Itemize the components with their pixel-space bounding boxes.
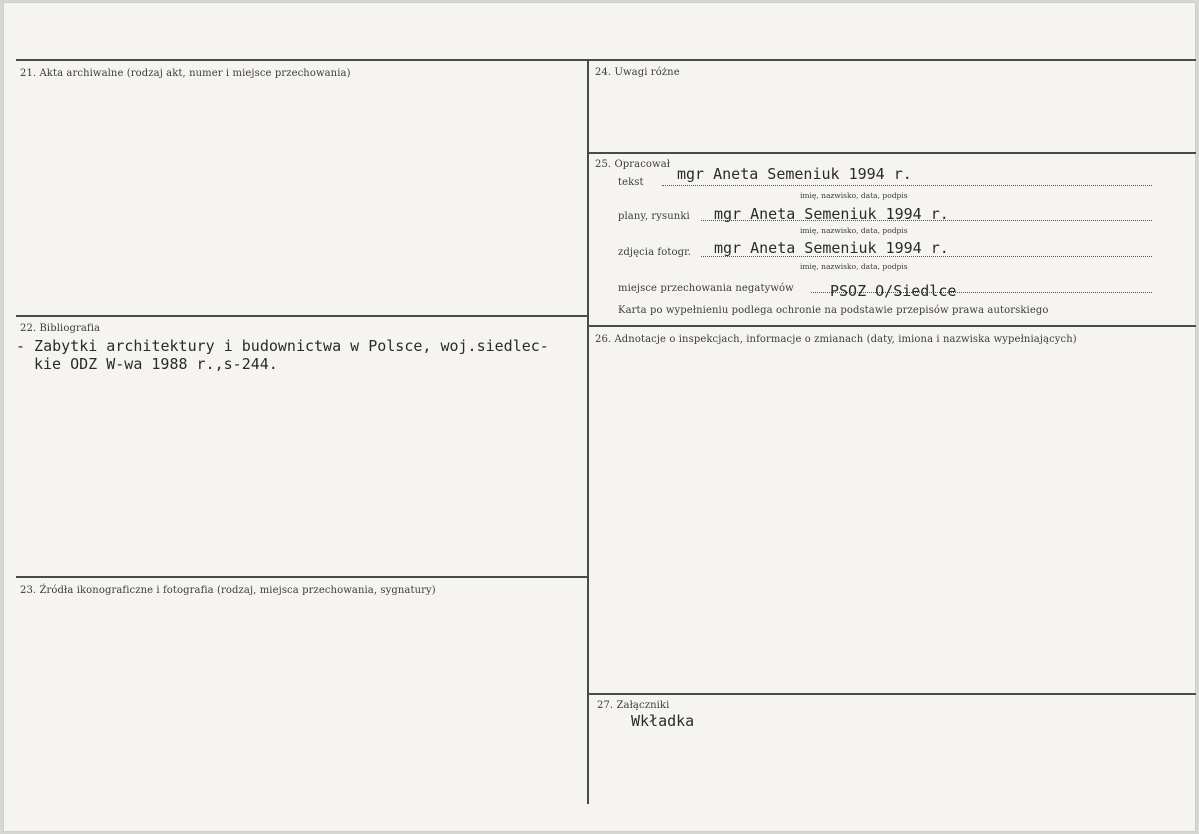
record-card [3,2,1196,832]
tekst-value: mgr Aneta Semeniuk 1994 r. [677,165,912,183]
tekst-line [662,185,1152,186]
divider-25-26 [589,325,1196,327]
zdjecia-label: zdjęcia fotogr. [618,247,692,258]
section-26-label: 26. Adnotacje o inspekcjach, informacje o zmianach (daty, imiona i nazwiska wypełniających) [595,334,1077,345]
section-25-label: 25. Opracował [595,159,671,170]
plany-value: mgr Aneta Semeniuk 1994 r. [714,205,949,223]
section-22-label: 22. Bibliografia [20,323,101,334]
section-23-label: 23. Źródła ikonograficzne i fotografia (rodzaj, miejsca przechowania, sygnatury) [20,585,436,596]
divider-24-25 [589,152,1196,154]
plany-label: plany, rysunki [618,211,690,222]
divider-26-27 [589,693,1196,695]
miejsce-value: PSOZ O/Siedlce [830,282,957,300]
section-21-label: 21. Akta archiwalne (rodzaj akt, numer i miejsce przechowania) [20,68,351,79]
top-border [16,59,1196,61]
bibliography-line-2: kie ODZ W-wa 1988 r.,s-244. [34,355,278,373]
tekst-label: tekst [618,177,644,188]
plany-caption: imię, nazwisko, data, podpis [800,226,908,235]
zdjecia-caption: imię, nazwisko, data, podpis [800,262,908,271]
copyright-note: Karta po wypełnieniu podlega ochronie na podstawie przepisów prawa autorskiego [618,305,1049,316]
bibliography-line-1: - Zabytki architektury i budownictwa w Polsce, woj.siedlec- [16,337,549,355]
divider-22-23 [16,576,588,578]
section-27-label: 27. Załączniki [597,700,670,711]
attachments-value: Wkładka [631,712,695,730]
tekst-caption: imię, nazwisko, data, podpis [800,191,908,200]
section-24-label: 24. Uwagi różne [595,67,680,78]
divider-21-22 [16,315,588,317]
zdjecia-value: mgr Aneta Semeniuk 1994 r. [714,239,949,257]
miejsce-label: miejsce przechowania negatywów [618,283,794,294]
